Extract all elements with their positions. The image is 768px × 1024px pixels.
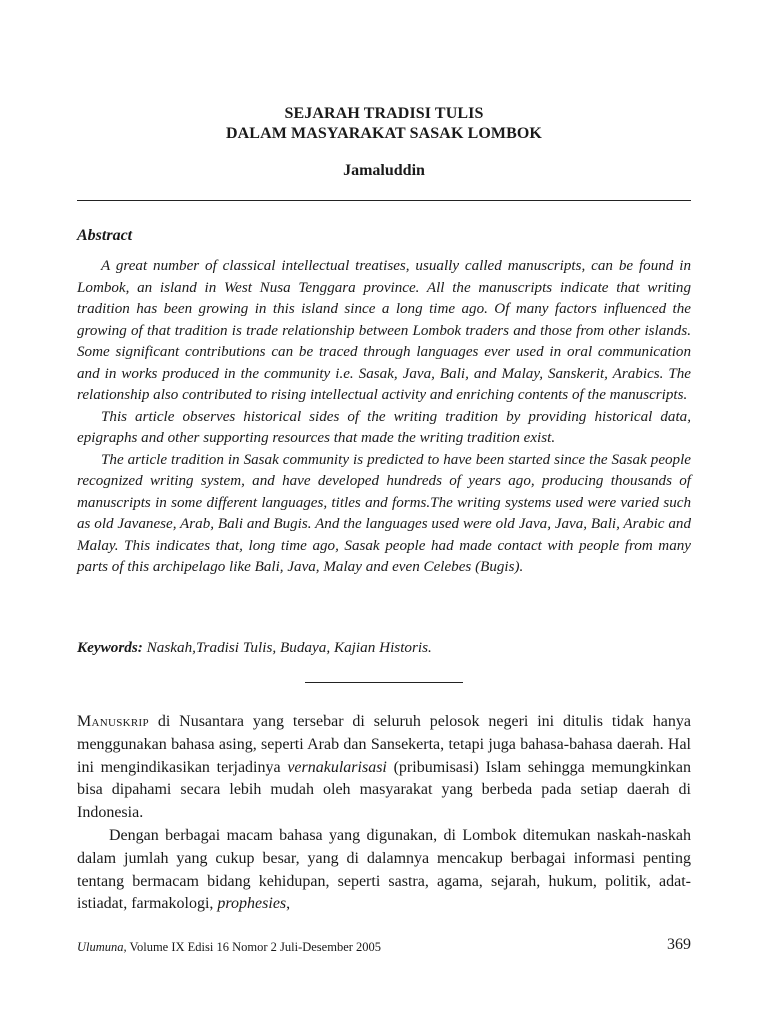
abstract-paragraph: The article tradition in Sasak community is predicted to have been started since the Sasak people recognized writing system, and have developed hundreds of years ago, producing thousands of manuscripts in some different languages, titles and forms.The writing systems used were varied such as old Javanese, Arab, Bali and Bugis. And the languages used were old Java, Java, Bali, Arabic and Malay. This indicates that, long time ago, Sasak people had made contact with people from many parts of this archipelago like Bali, Java, Malay and even Celebes (Bugis). (77, 451, 691, 575)
body-italic-term: vernakularisasi (287, 758, 387, 776)
main-text (77, 711, 691, 916)
journal-details: Volume IX Edisi 16 Nomor 2 Juli-Desember 2005 (126, 940, 382, 954)
title-line-1: SEJARAH TRADISI TULIS (284, 105, 484, 122)
author-name: Jamaluddin (343, 162, 425, 179)
paper-page (77, 0, 691, 1024)
article-title (77, 104, 691, 144)
body-paragraph (77, 711, 691, 825)
body-text-run: di Nusantara yang tersebar di seluruh pelosok negeri ini ditulis tidak hanya menggunakan bahasa asing, seperti Arab dan Sansekerta, tetapi juga bahasa-bahasa daerah. Hal ini mengindikasikan terjadinya (77, 713, 691, 776)
abstract-paragraph: This article observes historical sides of the writing tradition by providing historical data, epigraphs and other supporting resources that made the writing tradition exist. (77, 408, 691, 446)
page-footer (77, 938, 691, 956)
body-text-run: Dengan berbagai macam bahasa yang digunakan, di Lombok ditemukan naskah-naskah dalam jumlah yang cukup besar, yang di dalamnya mencakup berbagai informasi penting tentang bermacam bidang kehidupan, seperti sastra, agama, sejarah, hukum, politik, adat-istiadat, farmakologi, (77, 826, 691, 913)
title-line-2: DALAM MASYARAKAT SASAK LOMBOK (226, 125, 542, 142)
page-number: 369 (667, 936, 691, 953)
abstract-heading: Abstract (77, 227, 133, 244)
keywords-line (77, 637, 691, 659)
keywords-text: Naskah,Tradisi Tulis, Budaya, Kajian Historis. (146, 639, 432, 656)
body-italic-term: prophesies (217, 895, 287, 913)
body-text-run: (pribumisasi) Islam sehingga memungkinkan bisa dipahami secara lebih mudah oleh masyarakat yang berbeda pada setiap daerah di Indonesia. (77, 758, 692, 822)
journal-name: Ulumuna, (77, 940, 127, 954)
section-divider (305, 682, 463, 683)
body-paragraph (77, 825, 691, 916)
header-divider (77, 200, 691, 201)
body-text-run: , (286, 895, 291, 913)
abstract-paragraph: A great number of classical intellectual treatises, usually called manuscripts, can be found in Lombok, an island in West Nusa Tenggara province. All the manuscripts indicate that writing tradition has been growing in this island since a long time ago. Of many factors influenced the growing of that tradition is trade relationship between Lombok traders and those from other islands. Some significant contributions can be traced through languages ever used in oral communication and in works produced in the community i.e. Sasak, Java, Bali, and Malay, Sanskerit, Arabics. The relationship also contributed to rising intellectual activity and enriching contents of the manuscripts. (77, 258, 691, 403)
abstract-body (77, 256, 691, 579)
keywords-label: Keywords: (77, 639, 143, 656)
lead-word: Manuskrip (77, 713, 149, 730)
